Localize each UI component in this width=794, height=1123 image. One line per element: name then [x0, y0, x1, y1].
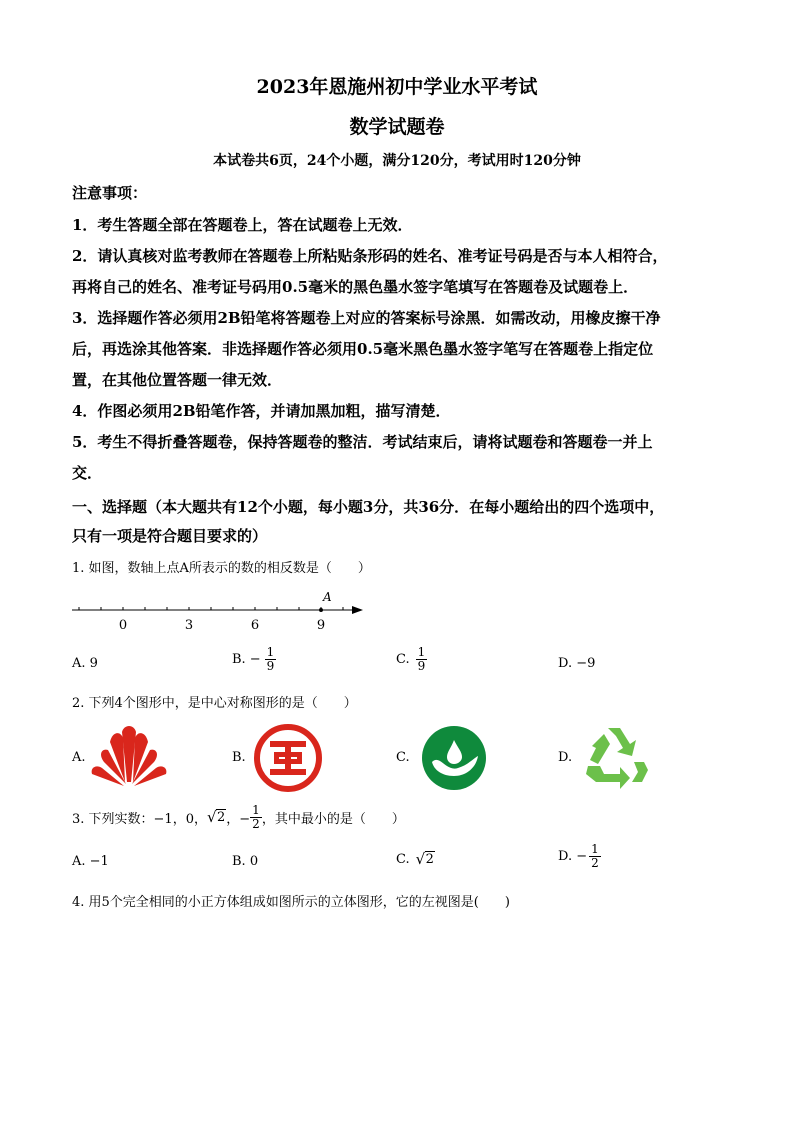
number-line-figure	[68, 588, 368, 634]
section-1-heading-line-1: 一、选择题（本大题共有12个小题，每小题3分，共36分．在每小题给出的四个选项中，	[72, 498, 665, 516]
fraction-numerator: 1	[252, 803, 260, 817]
fraction-numerator: 1	[266, 645, 275, 659]
q3-stem-pre: 3. 下列实数：−1，0，	[72, 812, 207, 827]
sqrt-radicand: 2	[425, 852, 434, 867]
q3-option-c	[396, 852, 435, 867]
point-a-label: A	[323, 590, 332, 604]
note-5-line-1: 5．考生不得折叠答题卷，保持答题卷的整洁．考试结束后，请将试题卷和答题卷一并上	[72, 433, 653, 451]
q1-option-a: A. 9	[72, 656, 98, 671]
note-2-line-1: 2．请认真核对监考教师在答题卷上所粘贴条形码的姓名、准考证号码是否与本人相符合，	[72, 247, 668, 265]
q2-option-c-label: C.	[396, 750, 410, 765]
tick-label-6: 6	[250, 618, 260, 633]
note-2-line-2: 再将自己的姓名、准考证号码用0.5毫米的黑色墨水签字笔填写在答题卷及试题卷上．	[72, 278, 639, 296]
tick-label-0: 0	[118, 618, 128, 633]
q2-option-b-label: B.	[232, 750, 246, 765]
question-2-stem: 2. 下列4个图形中，是中心对称图形的是（ ）	[72, 696, 357, 711]
q1-option-c-fraction	[416, 646, 428, 673]
number-line-arrow	[352, 606, 363, 614]
note-4: 4．作图必须用2B铅笔作答，并请加黑加粗，描写清楚．	[72, 402, 451, 420]
question-4-stem: 4. 用5个完全相同的小正方体组成如图所示的立体图形，它的左视图是( )	[72, 895, 510, 910]
note-3-line-1: 3．选择题作答必须用2B铅笔将答题卷上对应的答案标号涂黑．如需改动，用橡皮擦干净	[72, 309, 661, 327]
fraction-denominator: 2	[591, 856, 599, 870]
q1-option-b-sign: −	[249, 652, 261, 667]
point-a-dot	[319, 608, 323, 612]
water-drop-logo-icon	[420, 724, 488, 792]
q1-option-c	[396, 646, 427, 673]
q3-stem-fraction	[250, 804, 262, 831]
icbc-logo-icon	[254, 724, 322, 792]
exam-subtitle: 数学试题卷	[349, 116, 445, 138]
q2-option-a-label: A.	[72, 750, 86, 765]
q3-option-d	[558, 843, 601, 870]
notes-heading: 注意事项：	[72, 184, 148, 202]
exam-info: 本试卷共6页，24个小题，满分120分，考试用时120分钟	[213, 153, 581, 169]
exam-title: 2023年恩施州初中学业水平考试	[256, 76, 538, 98]
q1-option-b	[232, 646, 276, 673]
q3-option-a: A. −1	[72, 854, 109, 869]
q1-option-b-label: B.	[232, 652, 246, 667]
section-1-heading-line-2: 只有一项是符合题目要求的）	[72, 527, 268, 545]
fraction-numerator: 1	[417, 645, 426, 659]
q1-option-c-label: C.	[396, 652, 410, 667]
q3-stem-sep: ，−	[226, 812, 251, 827]
fraction-denominator: 2	[252, 817, 260, 831]
recycle-icon	[580, 722, 652, 792]
huawei-logo-icon	[88, 724, 170, 790]
question-3-stem	[72, 804, 405, 831]
q3-option-d-fraction	[589, 843, 601, 870]
q2-option-d-label: D.	[558, 750, 573, 765]
tick-label-3: 3	[184, 618, 194, 633]
q3-stem-post: ，其中最小的是（ ）	[261, 812, 405, 827]
fraction-numerator: 1	[591, 842, 599, 856]
note-5-line-2: 交．	[72, 464, 103, 482]
sqrt-radicand: 2	[216, 810, 226, 825]
q1-option-b-fraction	[265, 646, 277, 673]
q1-option-d: D. −9	[558, 656, 596, 671]
tick-label-9: 9	[316, 618, 326, 633]
sqrt-2: √ 2	[206, 808, 226, 826]
fraction-denominator: 9	[266, 659, 275, 673]
fraction-denominator: 9	[417, 659, 426, 673]
q3-option-d-label: D. −	[558, 849, 588, 864]
sqrt-2: √ 2	[415, 850, 434, 868]
note-1: 1．考生答题全部在答题卷上，答在试题卷上无效．	[72, 216, 413, 234]
note-3-line-3: 置，在其他位置答题一律无效．	[72, 371, 283, 389]
q3-option-c-label: C.	[396, 852, 410, 867]
question-1-stem: 1. 如图，数轴上点A所表示的数的相反数是（ ）	[72, 561, 371, 576]
q3-option-b: B. 0	[232, 854, 259, 869]
note-3-line-2: 后，再选涂其他答案．非选择题作答必须用0.5毫米黑色墨水签字笔写在答题卷上指定位	[72, 340, 654, 358]
